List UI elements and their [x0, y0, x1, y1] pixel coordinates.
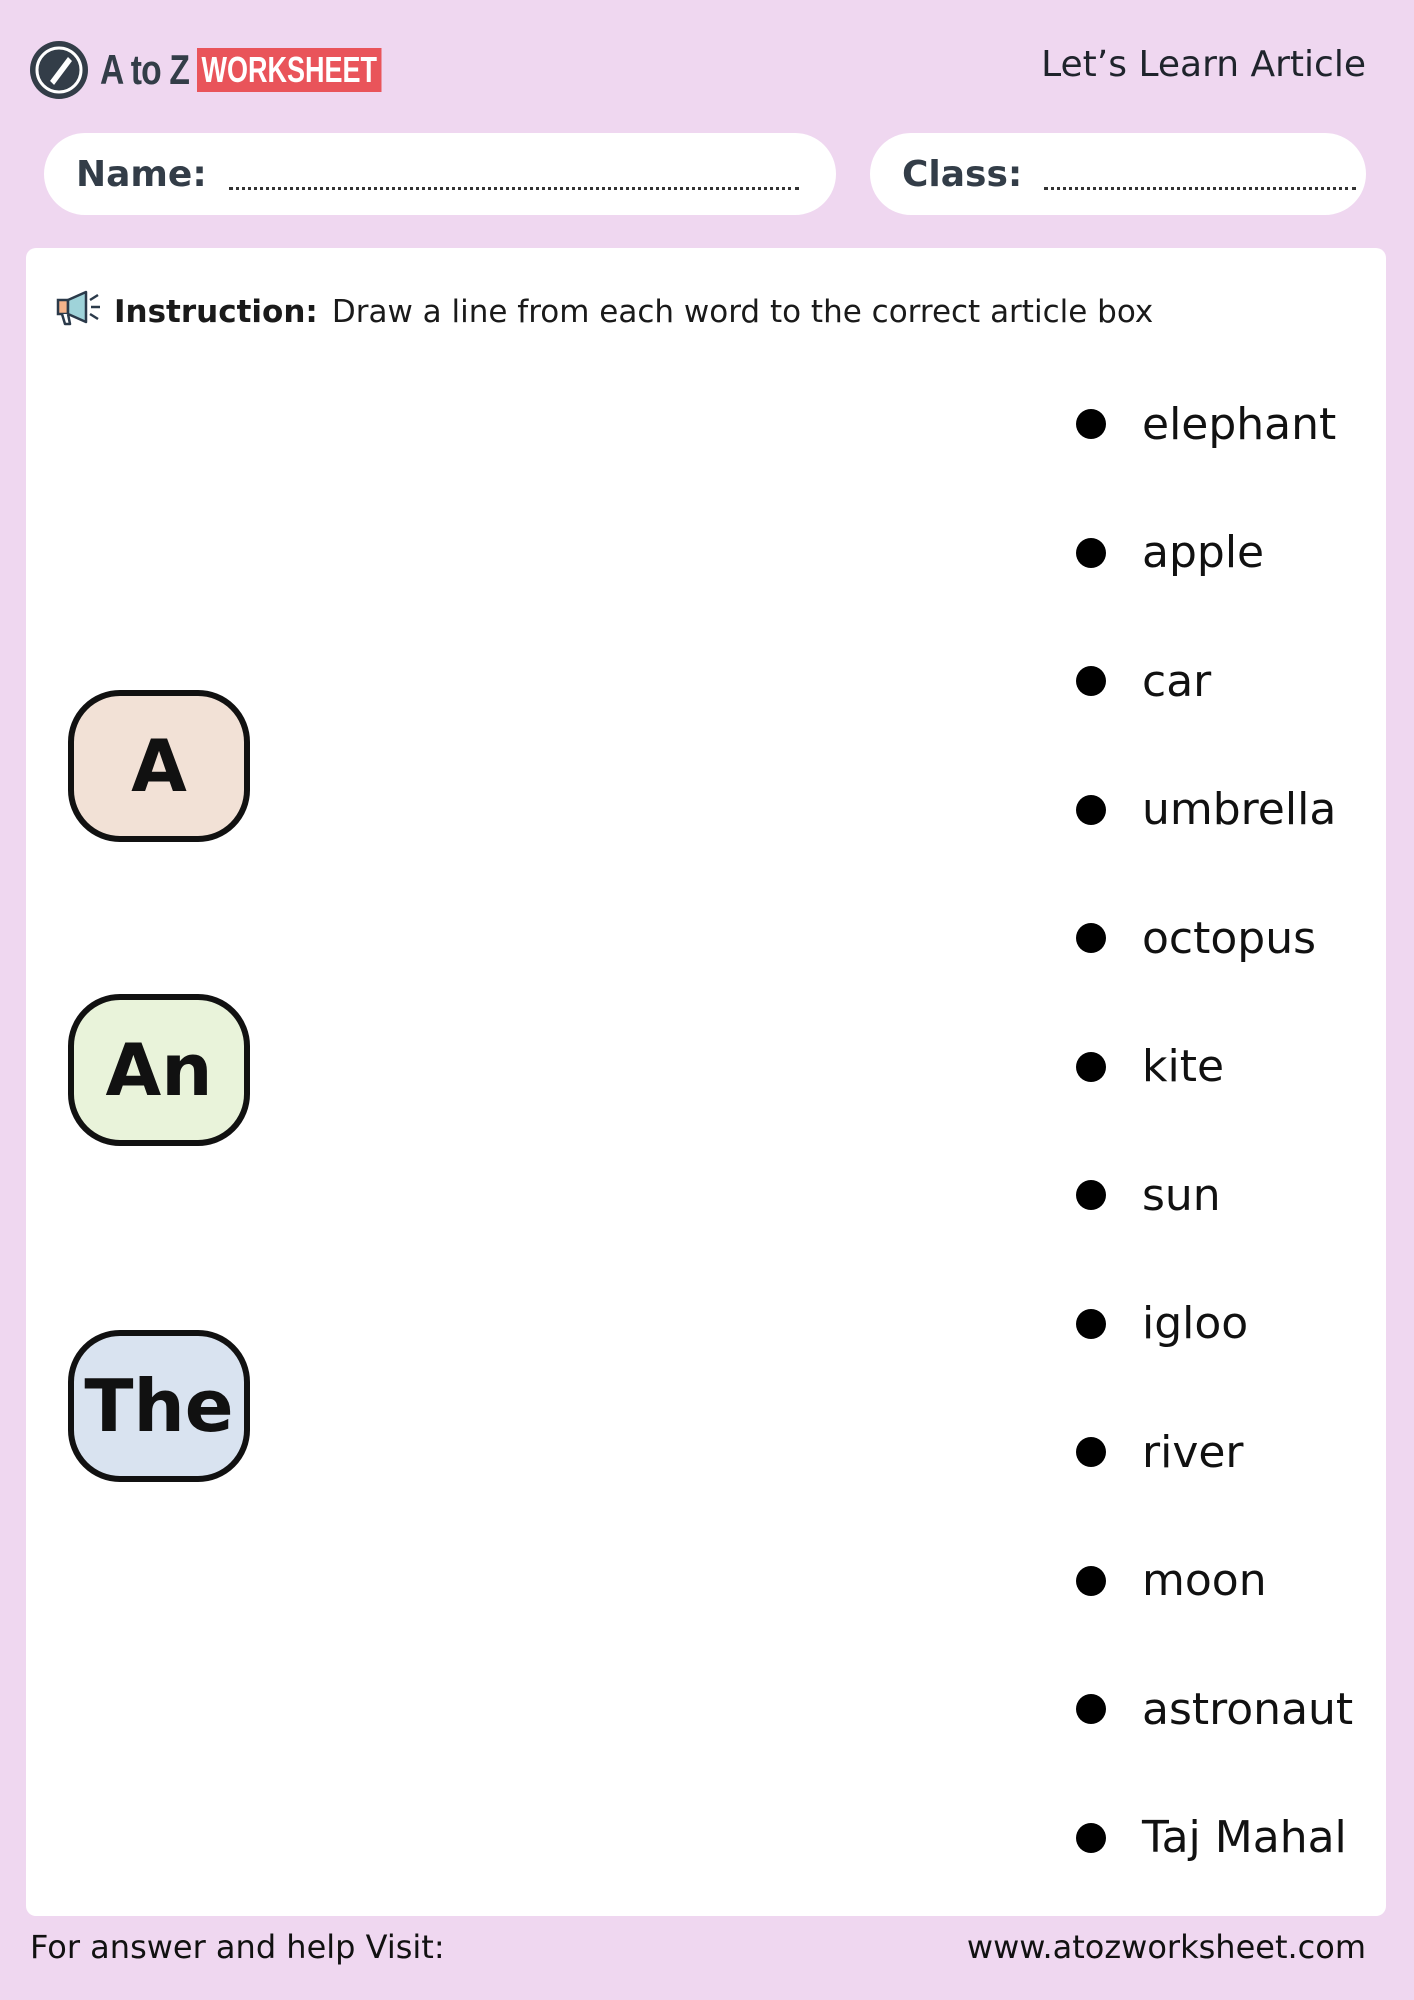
- connector-dot[interactable]: [1076, 1437, 1106, 1467]
- name-write-line[interactable]: [229, 187, 799, 190]
- word-item: [1076, 1037, 1224, 1097]
- connector-dot[interactable]: [1076, 923, 1106, 953]
- word-label: kite: [1142, 1041, 1225, 1092]
- word-label: elephant: [1142, 398, 1337, 450]
- word-label: river: [1142, 1426, 1244, 1478]
- word-item: [1076, 394, 1336, 454]
- word-label: apple: [1142, 527, 1265, 578]
- connector-dot[interactable]: [1076, 409, 1106, 439]
- name-label: Name:: [76, 153, 207, 195]
- class-field[interactable]: [870, 133, 1366, 215]
- word-item: [1076, 908, 1316, 968]
- connector-dot[interactable]: [1076, 795, 1106, 825]
- connector-dot[interactable]: [1076, 1309, 1106, 1339]
- word-item: [1076, 1679, 1353, 1739]
- connector-dot[interactable]: [1076, 1052, 1106, 1082]
- class-label: Class:: [902, 153, 1023, 195]
- word-label: umbrella: [1142, 784, 1337, 835]
- article-box-an[interactable]: An: [68, 994, 250, 1146]
- footer-website-link[interactable]: www.atozworksheet.com: [966, 1928, 1366, 1966]
- word-item: [1076, 1422, 1244, 1482]
- brand-logo: [30, 40, 443, 100]
- connector-dot[interactable]: [1076, 1566, 1106, 1596]
- word-label: moon: [1142, 1555, 1267, 1606]
- worksheet-title: Let’s Learn Article: [1041, 44, 1366, 85]
- word-item: [1076, 780, 1336, 840]
- word-label: octopus: [1142, 912, 1317, 964]
- word-label: sun: [1142, 1169, 1221, 1221]
- instruction-text: Draw a line from each word to the correct article box: [331, 294, 1154, 330]
- logo-text: A to Z: [100, 46, 190, 93]
- word-item: [1076, 1808, 1347, 1868]
- instruction-label: Instruction:: [114, 294, 318, 330]
- megaphone-icon: [54, 288, 102, 336]
- connector-dot[interactable]: [1076, 1823, 1106, 1853]
- logo-badge: WORKSHEET: [197, 48, 382, 92]
- word-label: Taj Mahal: [1142, 1812, 1347, 1863]
- exercise-panel: [26, 248, 1386, 1916]
- word-item: [1076, 1165, 1221, 1225]
- connector-dot[interactable]: [1076, 666, 1106, 696]
- footer-help-text: For answer and help Visit:: [30, 1928, 445, 1966]
- word-label: igloo: [1142, 1298, 1249, 1349]
- connector-dot[interactable]: [1076, 1180, 1106, 1210]
- instruction: [54, 288, 1153, 336]
- connector-dot[interactable]: [1076, 538, 1106, 568]
- word-item: [1076, 1551, 1267, 1611]
- pen-logo-icon: [30, 41, 88, 99]
- article-box-the[interactable]: The: [68, 1330, 250, 1482]
- name-field[interactable]: [44, 133, 836, 215]
- class-write-line[interactable]: [1044, 187, 1356, 190]
- word-item: [1076, 523, 1264, 583]
- connector-dot[interactable]: [1076, 1694, 1106, 1724]
- word-label: astronaut: [1142, 1683, 1354, 1735]
- word-item: [1076, 1294, 1248, 1354]
- article-box-a[interactable]: A: [68, 690, 250, 842]
- word-item: [1076, 651, 1211, 711]
- word-label: car: [1142, 655, 1212, 707]
